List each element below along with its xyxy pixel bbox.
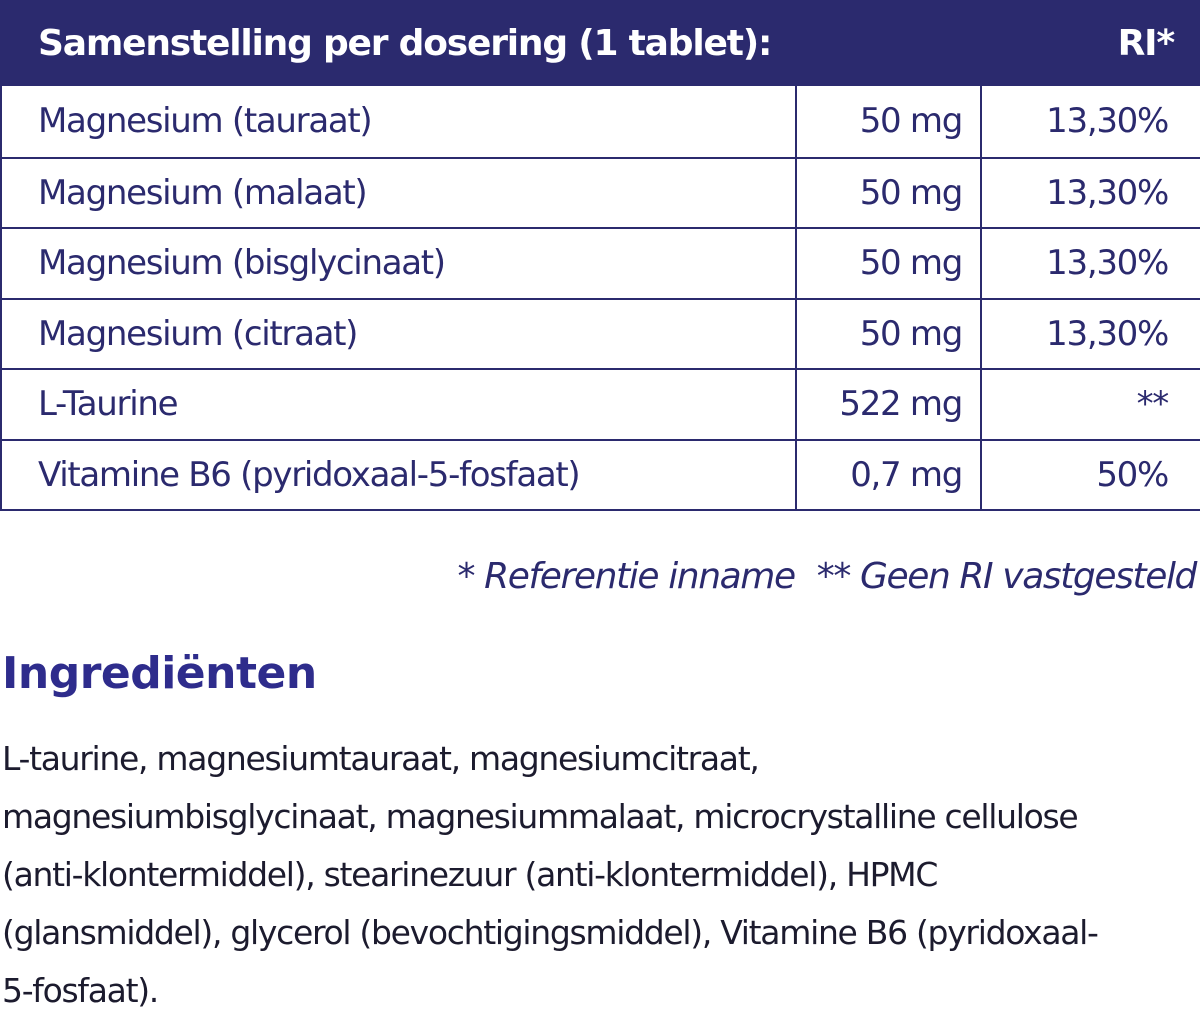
footnote-no-ri: ** Geen RI vastgesteld [816,556,1196,597]
row-name: Magnesium (bisglycinaat) [2,229,797,298]
table-row [2,157,1200,228]
row-amount: 50 mg [797,229,982,298]
table-body [2,86,1200,509]
ingredients-title: Ingrediënten [2,648,317,699]
table-row [2,298,1200,369]
row-amount: 50 mg [797,86,982,157]
row-name: Magnesium (malaat) [2,159,797,228]
row-name: Magnesium (citraat) [2,300,797,369]
row-name: Magnesium (tauraat) [2,86,797,157]
table-row [2,368,1200,439]
row-amount: 50 mg [797,300,982,369]
ingredients-text: L-taurine, magnesiumtauraat, magnesiumcitraat, magnesiumbisglycinaat, magnesiummalaat, microcrystalline cellulose (anti-klontermiddel), stearinezuur (anti-klontermiddel), HPMC (glansmiddel), glycerol (bevochtigingsmiddel), Vitamine B6 (pyridoxaal- 5-fosfaat). [2,739,1098,1010]
row-ri: 13,30% [1046,172,1168,213]
row-amount: 50 mg [797,159,982,228]
row-name: Vitamine B6 (pyridoxaal-5-fosfaat) [2,441,797,510]
row-ri: 50% [1096,454,1168,495]
footnote-ri: * Referentie inname [457,556,795,597]
row-ri: ** [1136,384,1168,425]
row-ri: 13,30% [1046,243,1168,284]
row-amount: 522 mg [797,370,982,439]
table-row [2,86,1200,157]
header-ri: RI* [1117,22,1174,64]
row-ri: 13,30% [1046,313,1168,354]
table-row [2,439,1200,510]
row-amount: 0,7 mg [797,441,982,510]
row-name: L-Taurine [2,370,797,439]
row-ri: 13,30% [1046,101,1168,142]
table-row [2,227,1200,298]
header-label: Samenstelling per dosering (1 tablet): [38,22,772,64]
table-header [2,0,1200,86]
footnote [458,556,1197,597]
